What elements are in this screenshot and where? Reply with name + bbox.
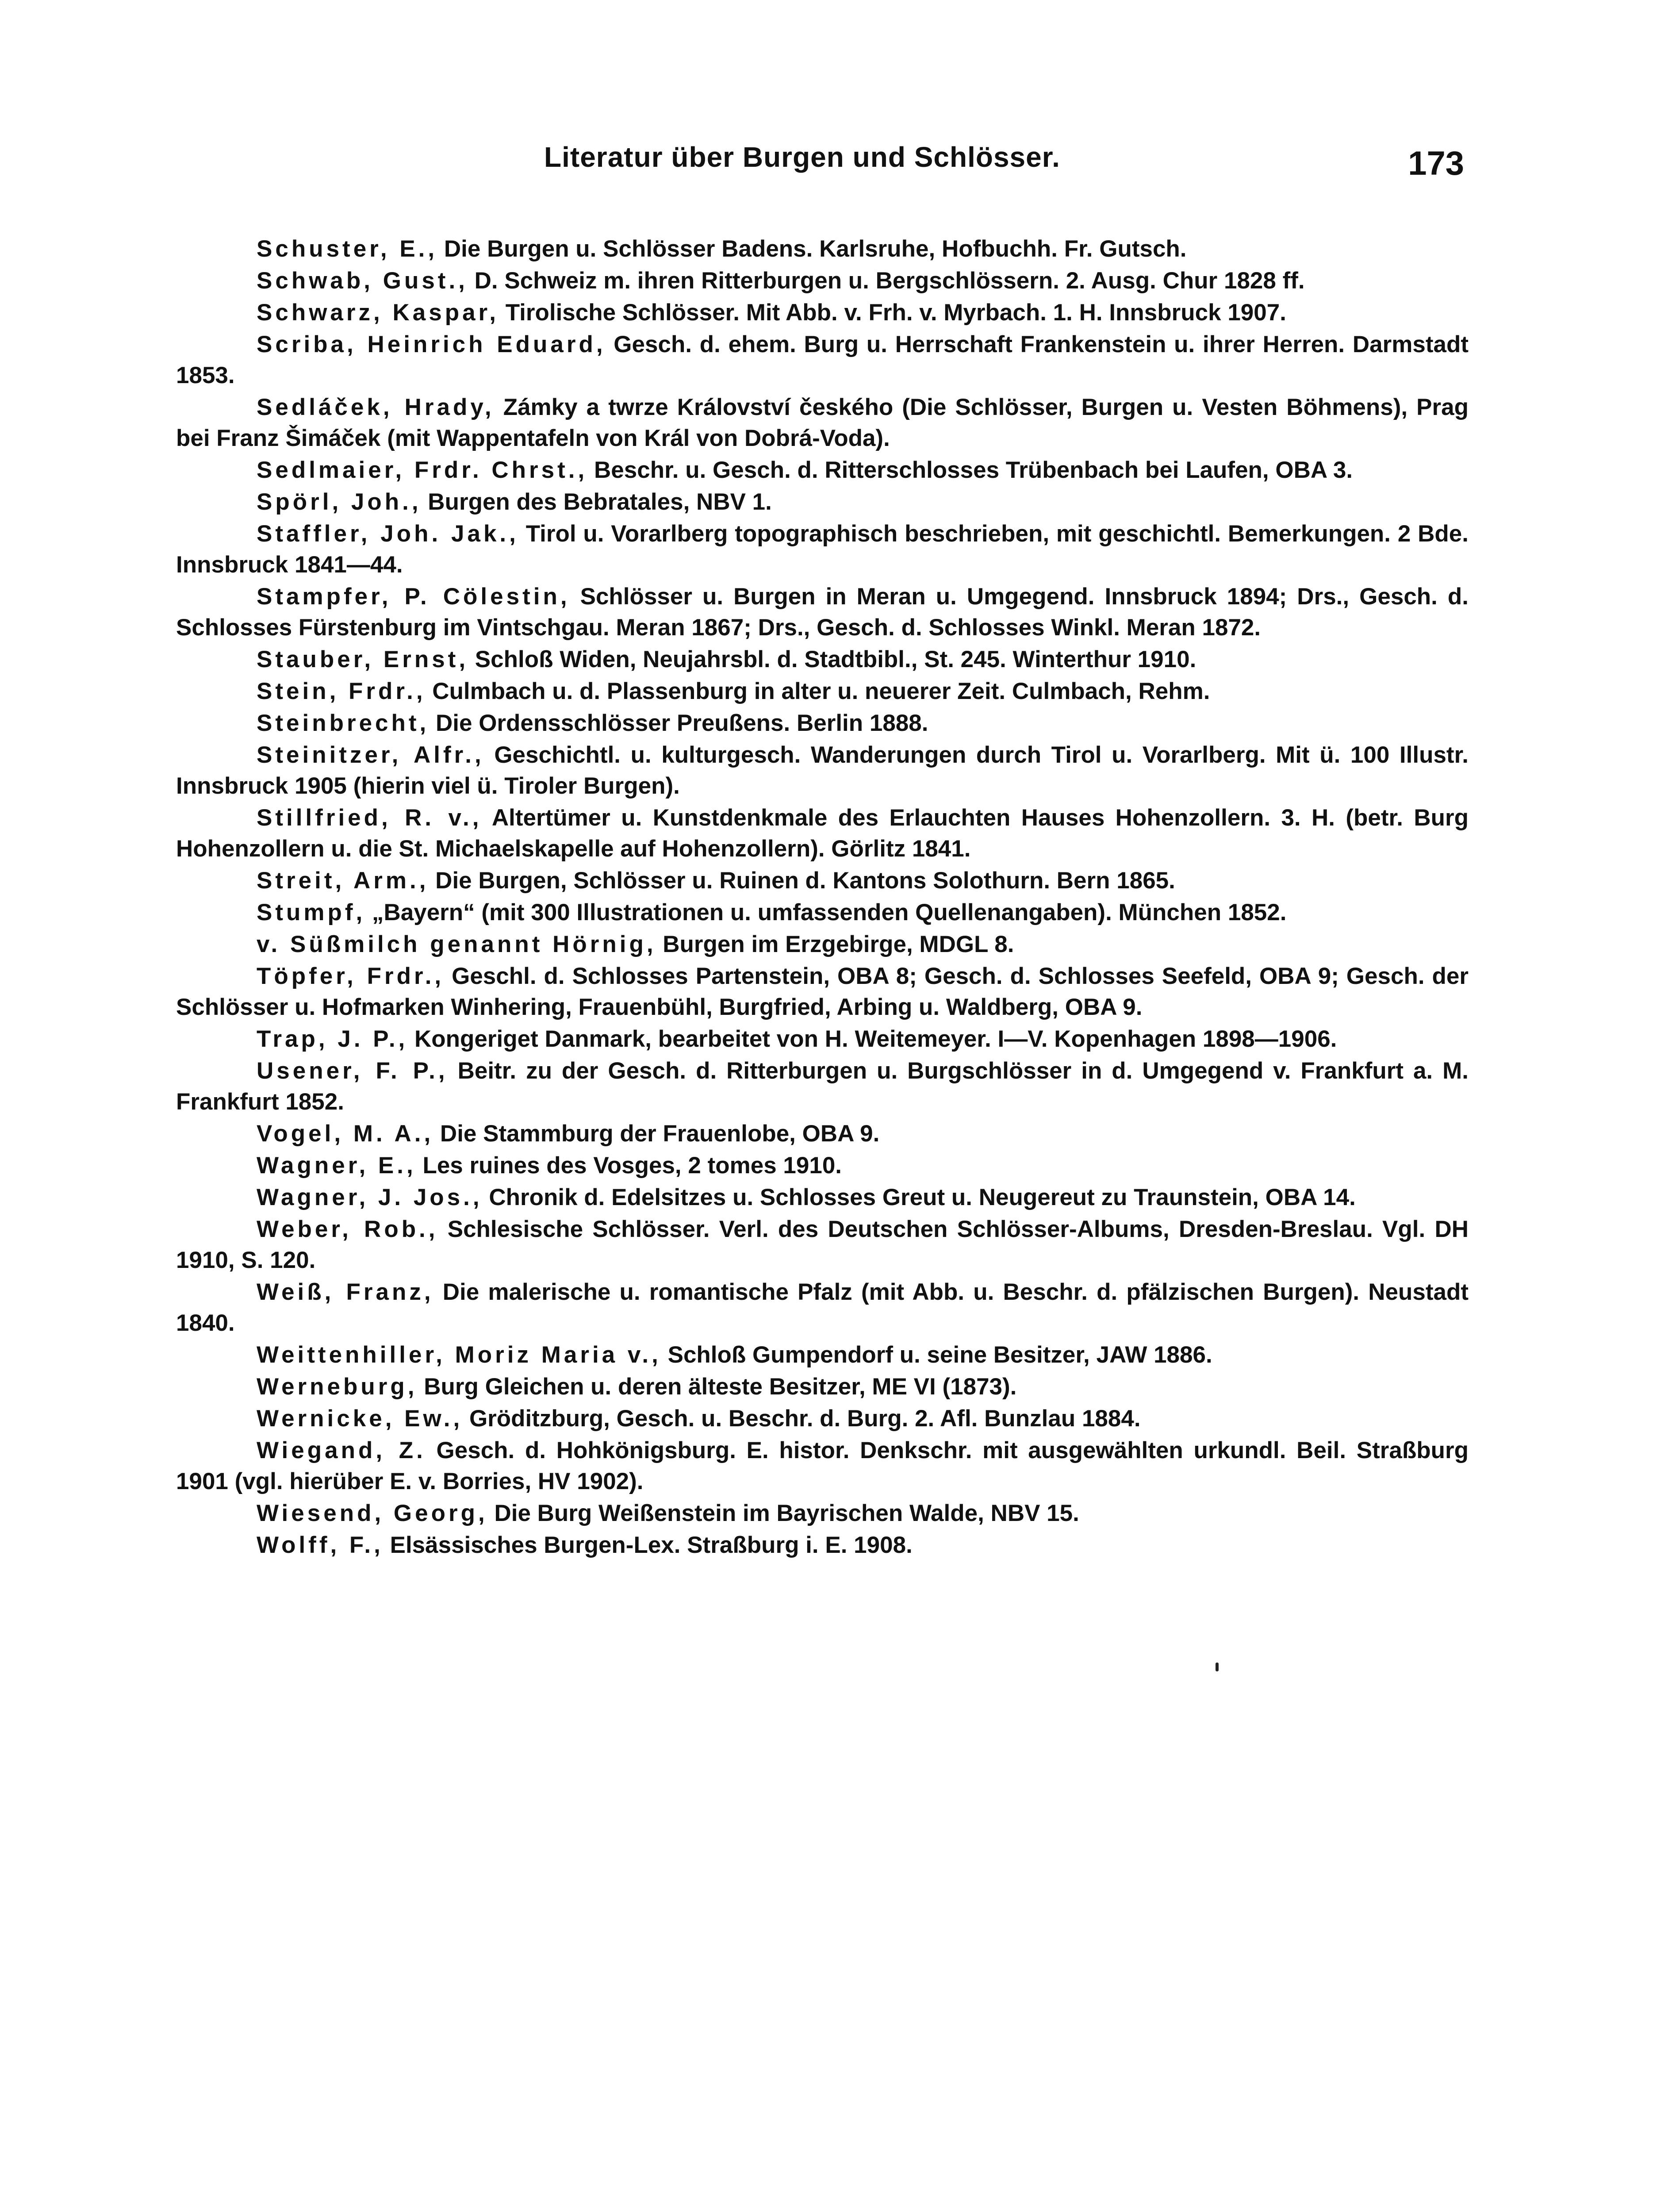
entry-author: Wiesend, Georg, xyxy=(257,1500,488,1526)
entry-author: Spörl, Joh., xyxy=(257,489,422,515)
entry-author: Wagner, E., xyxy=(257,1152,416,1179)
entry-text: Les ruines des Vosges, 2 tomes 1910. xyxy=(416,1152,842,1179)
bibliography-entry xyxy=(176,1118,1469,1149)
entry-text: Geschl. d. Schlosses Partenstein, OBA 8; Gesch. d. Schlosses Seefeld, OBA 9; Gesch. der Schlösser u. Hofmarken Winhering, Frauenbühl, Burgfried, Arbing u. Waldberg, OBA 9. xyxy=(176,963,1469,1020)
entry-text: Gröditzburg, Gesch. u. Beschr. d. Burg. 2. Afl. Bunzlau 1884. xyxy=(463,1406,1141,1432)
bibliography-entry xyxy=(176,581,1469,643)
bibliography-entry xyxy=(176,676,1469,707)
bibliography-entry xyxy=(176,1024,1469,1055)
ink-speck xyxy=(1216,1663,1219,1671)
entry-text: Beitr. zu der Gesch. d. Ritterburgen u. Burgschlösser in d. Umgegend v. Frankfurt a. M. Frankfurt 1852. xyxy=(176,1058,1469,1115)
entry-text: Burg Gleichen u. deren älteste Besitzer, ME VI (1873). xyxy=(417,1374,1017,1400)
entry-text: Zámky a twrze Království českého (Die Schlösser, Burgen u. Vesten Böhmens), Prag bei Franz Šimáček (mit Wappentafeln von Král von Dobrá-Voda). xyxy=(176,394,1469,451)
bibliography-entry xyxy=(176,1277,1469,1339)
entry-text: Die Burgen, Schlösser u. Ruinen d. Kantons Solothurn. Bern 1865. xyxy=(429,868,1175,894)
entry-author: Wernicke, Ew., xyxy=(257,1406,463,1432)
entry-author: Werneburg, xyxy=(257,1374,418,1400)
bibliography-entry xyxy=(176,265,1469,296)
entry-text: Schlösser u. Burgen in Meran u. Umgegend. Innsbruck 1894; Drs., Gesch. d. Schlosses Fürstenburg im Vintschgau. Meran 1867; Drs., Gesch. d. Schlosses Winkl. Meran 1872. xyxy=(176,584,1469,641)
entry-author: Stampfer, P. Cölestin, xyxy=(257,584,570,610)
bibliography-entry xyxy=(176,1530,1469,1561)
bibliography-entry xyxy=(176,803,1469,864)
entry-text: Altertümer u. Kunstdenkmale des Erlauchten Hauses Hohenzollern. 3. H. (betr. Burg Hohenzollern u. die St. Michaelskapelle auf Hohenzollern). Görlitz 1841. xyxy=(176,805,1469,862)
entry-author: Weittenhiller, Moriz Maria v., xyxy=(257,1342,661,1368)
entry-text: Schloß Gumpendorf u. seine Besitzer, JAW 1886. xyxy=(661,1342,1212,1368)
entry-author: Stillfried, R. v., xyxy=(257,805,482,831)
bibliography-entry xyxy=(176,1214,1469,1276)
bibliography-entry xyxy=(176,961,1469,1023)
entry-author: Schwab, Gust., xyxy=(257,268,468,294)
entry-text: Elsässisches Burgen-Lex. Straßburg i. E. 1908. xyxy=(383,1532,913,1558)
entry-author: Sedlmaier, Frdr. Chrst., xyxy=(257,457,588,483)
bibliography-entry xyxy=(176,518,1469,580)
entry-text: Burgen im Erzgebirge, MDGL 8. xyxy=(656,931,1014,957)
entry-text: D. Schweiz m. ihren Ritterburgen u. Bergschlössern. 2. Ausg. Chur 1828 ff. xyxy=(468,268,1305,294)
entry-text: Chronik d. Edelsitzes u. Schlosses Greut u. Neugereut zu Traunstein, OBA 14. xyxy=(482,1184,1356,1210)
entry-author: Weber, Rob., xyxy=(257,1216,438,1242)
entry-text: Kongeriget Danmark, bearbeitet von H. Weitemeyer. I—V. Kopenhagen 1898—1906. xyxy=(408,1026,1337,1052)
entry-author: Trap, J. P., xyxy=(257,1026,408,1052)
entry-text: Gesch. d. ehem. Burg u. Herrschaft Frankenstein u. ihrer Herren. Darmstadt 1853. xyxy=(176,331,1469,388)
bibliography-entry xyxy=(176,455,1469,486)
bibliography-entry xyxy=(176,1150,1469,1181)
entry-text: Die Burgen u. Schlösser Badens. Karlsruhe, Hofbuchh. Fr. Gutsch. xyxy=(437,236,1187,262)
entry-author: Schuster, E., xyxy=(257,236,438,262)
entry-author: Streit, Arm., xyxy=(257,868,429,894)
bibliography-entry xyxy=(176,1056,1469,1118)
entry-author: Weiß, Franz, xyxy=(257,1279,434,1305)
entry-author: Stumpf, xyxy=(257,899,366,926)
bibliography-entry xyxy=(176,487,1469,518)
bibliography-entry xyxy=(176,865,1469,896)
bibliography-list xyxy=(176,234,1469,1562)
bibliography-entry xyxy=(176,1340,1469,1371)
bibliography-entry xyxy=(176,234,1469,265)
entry-text: Tirol u. Vorarlberg topographisch beschrieben, mit geschichtl. Bemerkungen. 2 Bde. Innsbruck 1841—44. xyxy=(176,521,1469,578)
page-number: 173 xyxy=(1408,145,1464,182)
bibliography-entry xyxy=(176,708,1469,739)
entry-author: Wolff, F., xyxy=(257,1532,383,1558)
entry-author: Stauber, Ernst, xyxy=(257,646,469,672)
running-title: Literatur über Burgen und Schlösser. xyxy=(544,141,1060,173)
entry-author: Scriba, Heinrich Eduard, xyxy=(257,331,606,357)
entry-author: Schwarz, Kaspar, xyxy=(257,300,499,326)
entry-author: Staffler, Joh. Jak., xyxy=(257,521,519,547)
bibliography-entry xyxy=(176,1182,1469,1213)
entry-text: Beschr. u. Gesch. d. Ritterschlosses Trübenbach bei Laufen, OBA 3. xyxy=(587,457,1353,483)
entry-text: „Bayern“ (mit 300 Illustrationen u. umfassenden Quellenangaben). München 1852. xyxy=(365,899,1287,926)
bibliography-entry xyxy=(176,1498,1469,1529)
entry-text: Burgen des Bebratales, NBV 1. xyxy=(421,489,772,515)
entry-text: Culmbach u. d. Plassenburg in alter u. neuerer Zeit. Culmbach, Rehm. xyxy=(426,678,1210,704)
entry-text: Die Ordensschlösser Preußens. Berlin 1888. xyxy=(429,710,928,736)
entry-author: Steinbrecht, xyxy=(257,710,430,736)
bibliography-entry xyxy=(176,929,1469,960)
entry-author: v. Süßmilch genannt Hörnig, xyxy=(257,931,656,957)
bibliography-entry xyxy=(176,644,1469,675)
bibliography-entry xyxy=(176,297,1469,328)
page-header xyxy=(181,141,1464,194)
entry-text: Schloß Widen, Neujahrsbl. d. Stadtbibl., St. 245. Winterthur 1910. xyxy=(468,646,1196,672)
bibliography-entry xyxy=(176,1435,1469,1497)
entry-text: Tirolische Schlösser. Mit Abb. v. Frh. v. Myrbach. 1. H. Innsbruck 1907. xyxy=(499,300,1286,326)
entry-text: Die Stammburg der Frauenlobe, OBA 9. xyxy=(433,1121,880,1147)
entry-author: Töpfer, Frdr., xyxy=(257,963,445,989)
entry-author: Usener, F. P., xyxy=(257,1058,448,1084)
bibliography-entry xyxy=(176,897,1469,928)
bibliography-entry xyxy=(176,329,1469,391)
bibliography-entry xyxy=(176,740,1469,802)
entry-author: Sedláček, Hrady, xyxy=(257,394,495,420)
entry-author: Steinitzer, Alfr., xyxy=(257,742,484,768)
entry-author: Wiegand, Z. xyxy=(257,1437,426,1463)
entry-text: Geschichtl. u. kulturgesch. Wanderungen durch Tirol u. Vorarlberg. Mit ü. 100 Illustr. Innsbruck 1905 (hierin viel ü. Tiroler Burgen). xyxy=(176,742,1469,799)
entry-author: Stein, Frdr., xyxy=(257,678,426,704)
bibliography-entry xyxy=(176,1403,1469,1434)
entry-author: Wagner, J. Jos., xyxy=(257,1184,483,1210)
bibliography-entry xyxy=(176,392,1469,454)
entry-text: Gesch. d. Hohkönigsburg. E. histor. Denkschr. mit ausgewählten urkundl. Beil. Straßburg 1901 (vgl. hierüber E. v. Borries, HV 1902). xyxy=(176,1437,1469,1494)
entry-text: Die malerische u. romantische Pfalz (mit Abb. u. Beschr. d. pfälzischen Burgen). Neustadt 1840. xyxy=(176,1279,1469,1336)
entry-text: Schlesische Schlösser. Verl. des Deutschen Schlösser-Albums, Dresden-Breslau. Vgl. DH 1910, S. 120. xyxy=(176,1216,1469,1273)
bibliography-entry xyxy=(176,1371,1469,1402)
entry-author: Vogel, M. A., xyxy=(257,1121,434,1147)
entry-text: Die Burg Weißenstein im Bayrischen Walde, NBV 15. xyxy=(487,1500,1079,1526)
